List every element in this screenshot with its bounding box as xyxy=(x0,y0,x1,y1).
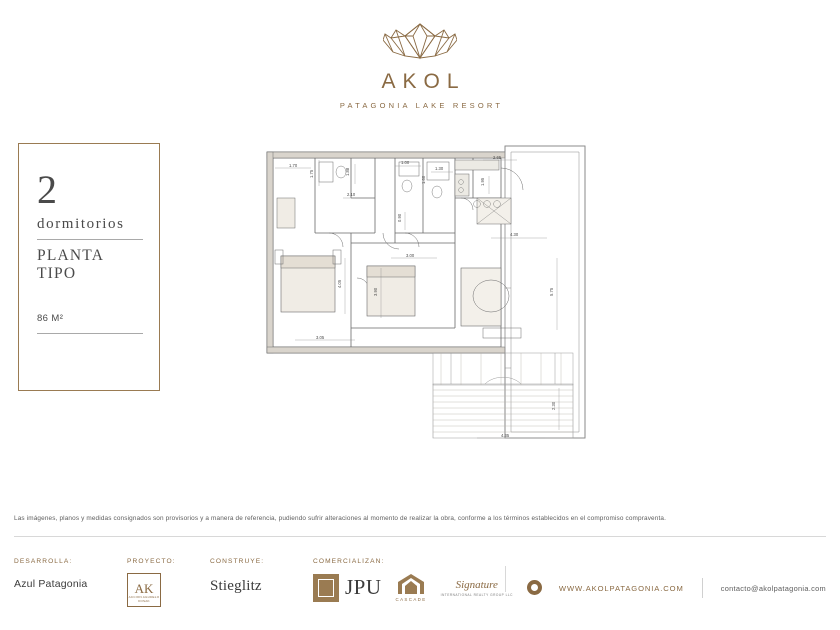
footer-desarrolla xyxy=(14,558,87,590)
cascade-logo xyxy=(396,573,427,602)
footer-contact xyxy=(559,578,826,598)
plan-type-label: PLANTA TIPO xyxy=(37,247,104,282)
cascade-logo-text: CASCADE xyxy=(395,597,427,602)
footer xyxy=(0,548,840,620)
svg-text:5.75: 5.75 xyxy=(549,287,554,296)
svg-text:2.65: 2.65 xyxy=(493,155,502,160)
signature-logo-sub: INTERNATIONAL REALTY GROUP LLC xyxy=(440,592,513,597)
svg-text:2.10: 2.10 xyxy=(347,192,356,197)
bedroom-count: 2 xyxy=(37,167,57,212)
svg-text:1.95: 1.95 xyxy=(480,177,485,186)
svg-text:1.00: 1.00 xyxy=(401,160,410,165)
svg-text:1.88: 1.88 xyxy=(345,167,350,176)
unit-info-box xyxy=(18,143,160,391)
svg-text:1.70: 1.70 xyxy=(289,163,298,168)
footer-comercializan xyxy=(313,558,542,602)
email-link[interactable]: contacto@akolpatagonia.com xyxy=(720,583,826,593)
website-link[interactable]: WWW.AKOLPATAGONIA.COM xyxy=(558,583,684,593)
svg-text:3.05: 3.05 xyxy=(316,335,325,340)
svg-text:1.30: 1.30 xyxy=(435,166,444,171)
jpu-logo-text: JPU xyxy=(345,575,382,599)
ak-logo-sub: ACCION AGUDELO KOSAK xyxy=(128,595,160,603)
area-value: 86 M² xyxy=(37,313,64,324)
construye-label: CONSTRUYE: xyxy=(210,558,265,565)
svg-text:3.90: 3.90 xyxy=(373,287,378,296)
svg-text:1.75: 1.75 xyxy=(309,169,314,178)
footer-vertical-separator-right xyxy=(702,578,703,598)
brand-header xyxy=(0,22,840,110)
svg-text:0.90: 0.90 xyxy=(397,213,402,222)
footer-vertical-separator-left xyxy=(505,566,506,592)
svg-text:1.60: 1.60 xyxy=(421,175,426,184)
jpu-mark-icon xyxy=(313,574,339,602)
svg-text:4.30: 4.30 xyxy=(510,232,519,237)
diamond-crown-icon xyxy=(383,22,457,60)
ak-logo-icon xyxy=(127,573,161,607)
footer-proyecto xyxy=(127,558,176,607)
izq-logo xyxy=(527,580,542,595)
svg-text:4.05: 4.05 xyxy=(337,279,342,288)
proyecto-label: PROYECTO: xyxy=(127,558,176,565)
desarrolla-value: Azul Patagonia xyxy=(14,578,88,590)
disclaimer-text: Las imágenes, planos y medidas consignados son provisorios y a manera de referencia, pudiendo sufrir alteraciones al momento de realizar la obra, conforme a los términos establecidos en el compromiso compraventa. xyxy=(14,515,667,522)
info-divider-top xyxy=(37,239,143,240)
svg-text:3.00: 3.00 xyxy=(406,253,415,258)
cascade-mark-icon xyxy=(396,573,426,595)
jpu-logo xyxy=(313,574,382,602)
brand-name: AKOL xyxy=(381,70,466,93)
brand-tagline: PATAGONIA LAKE RESORT xyxy=(339,101,504,110)
signature-logo-text: Signature xyxy=(455,578,498,591)
comercializan-label: COMERCIALIZAN: xyxy=(313,558,385,565)
izq-mark-icon xyxy=(527,580,542,595)
bedroom-label: dormitorios xyxy=(37,216,125,232)
svg-text:4.35: 4.35 xyxy=(501,433,510,438)
info-divider-bottom xyxy=(37,333,143,334)
signature-logo xyxy=(441,579,513,597)
floor-plan xyxy=(255,138,600,478)
ak-logo-text: AK xyxy=(134,581,154,596)
footer-construye xyxy=(210,558,264,595)
footer-divider xyxy=(14,536,826,537)
svg-text:2.30: 2.30 xyxy=(551,401,556,410)
construye-value: Stieglitz xyxy=(210,578,262,594)
desarrolla-label: DESARROLLA: xyxy=(14,558,73,565)
